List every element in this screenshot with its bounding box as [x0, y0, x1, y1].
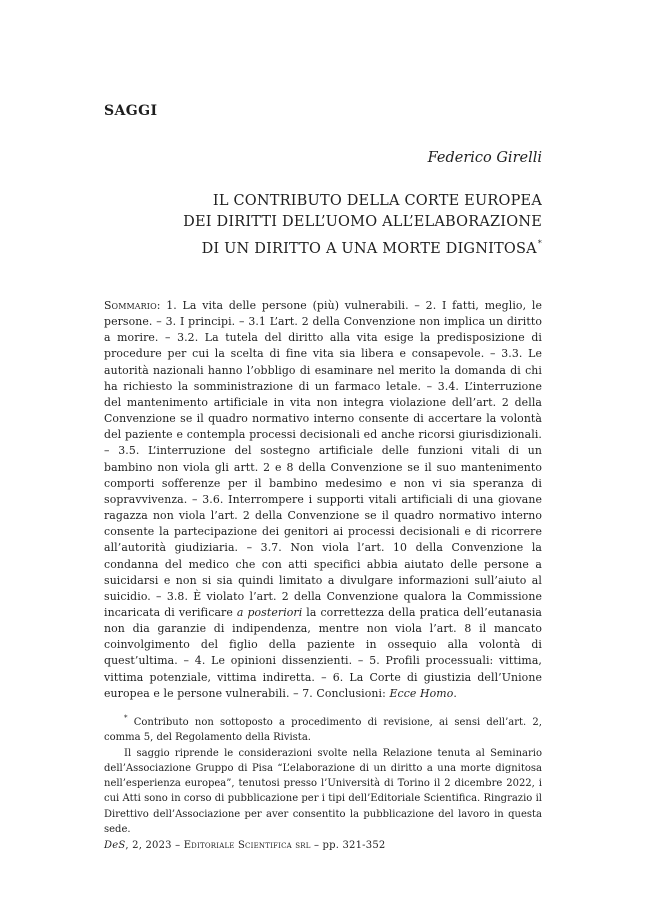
footnote-mark: * [124, 714, 128, 722]
publisher-name: Editoriale Scientifica srl [183, 840, 311, 851]
author-name: Federico Girelli [427, 150, 542, 166]
title-line-2: DEI DIRITTI DELL’UOMO ALL’ELABORAZIONE [183, 214, 542, 230]
article-title [102, 191, 542, 260]
summary-italic-ecce-homo: Ecce Homo [389, 686, 454, 700]
journal-issue: , 2, 2023 – [125, 840, 184, 851]
footnote-1-text: Contributo non sottoposto a procedimento di revisione, ai sensi dell’art. 2, comma 5, del Regolamento della Rivista. [104, 717, 542, 744]
footnote-1 [104, 711, 542, 746]
summary-paragraph [104, 298, 542, 702]
page-footer [104, 840, 385, 851]
page-range: – pp. 321-352 [310, 840, 386, 851]
summary-text-b: la correttezza della pratica dell’eutanasia non dia garanzie di indipendenza, mentre non viola l’art. 8 il mancato coinvolgimento del figlio della paziente in ossequio alla volontà di quest’ultima. – 4. Le opinioni dissenzienti. – 5. Profili processuali: vittima, vittima potenziale, vittima indiretta. – 6. La Corte di giustizia dell’Unione europea e le persone vulnerabili. – 7. Conclusioni: [104, 605, 543, 700]
title-footnote-mark[interactable]: * [537, 239, 542, 248]
summary-italic-a-posteriori: a posteriori [236, 605, 303, 619]
footnote-2: Il saggio riprende le considerazioni svolte nella Relazione tenuta al Seminario dell’Associazione Gruppo di Pisa “L’elaborazione di un diritto a una morte dignitosa nell’esperienza europea”, tenutosi presso l’Università di Torino il 2 dicembre 2022, i cui Atti sono in corso di pubblicazione per i tipi dell’Editoriale Scientifica. Ringrazio il Direttivo dell’Associazione per aver consentito la pubblicazione del lavoro in questa sede. [104, 747, 542, 836]
title-line-3 [102, 233, 542, 260]
section-label: SAGGI [104, 103, 158, 119]
title-line-1: IL CONTRIBUTO DELLA CORTE EUROPEA [212, 193, 542, 209]
journal-name: DeS [104, 840, 126, 851]
summary-label: Sommario [104, 299, 157, 312]
summary-text-c: . [453, 686, 457, 700]
title-line-3-text: DI UN DIRITTO A UNA MORTE DIGNITOSA [201, 241, 537, 257]
summary-text-a: : 1. La vita delle persone (più) vulnerabili. – 2. I fatti, meglio, le persone. – 3. I principi. – 3.1 L’art. 2 della Convenzione non implica un diritto a morire. – 3.2. La tutela del diritto alla vita esige la predisposizione di procedure per cui la scelta di fine vita sia libera e consapevole. – 3.3. Le autorità nazionali hanno l’obbligo di esaminare nel merito la domanda di chi ha richiesto la somministrazione di un farmaco letale. – 3.4. L’interruzione del mantenimento artificiale in vita non integra violazione dell’art. 2 della Convenzione se il quadro normativo interno consente di accertare la volontà del paziente e contempla processi decisionali ed anche ricorsi giurisdizionali. – 3.5. L’interruzione del sostegno artificiale delle funzioni vitali di un bambino non viola gli artt. 2 e 8 della Convenzione se il suo mantenimento comporti sofferenze per il bambino medesimo e non vi sia speranza di sopravvivenza. – 3.6. Interrompere i supporti vitali artificiali di una giovane ragazza non viola l’art. 2 della Convenzione se il quadro normativo interno consente la partecipazione dei genitori ai processi decisionali e di ricorrere all’autorità giudiziaria. – 3.7. Non viola l’art. 10 della Convenzione la condanna del medico che con atti specifici abbia aiutato delle persone a suicidarsi e non si sia quindi limitato a divulgare informazioni sull’aiuto al suicidio. – 3.8. È violato l’art. 2 della Convenzione qualora la Commissione incaricata di verificare [104, 299, 542, 619]
footnotes [104, 711, 542, 837]
